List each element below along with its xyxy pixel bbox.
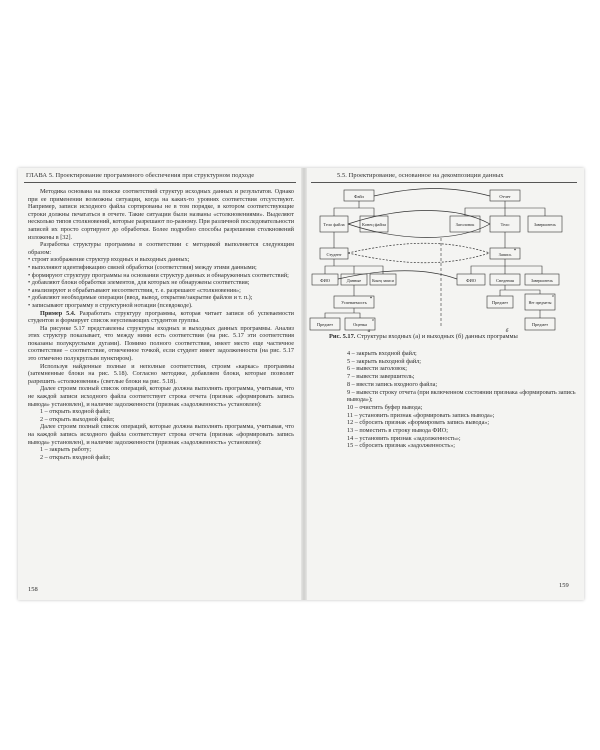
node-label: Файл xyxy=(354,194,364,199)
example-paragraph xyxy=(28,310,294,325)
node-label: Сведения xyxy=(496,278,514,283)
connector xyxy=(500,285,540,296)
paragraph: Разработка структуры программы в соответствии с методикой выполняется следующим образом: xyxy=(28,241,294,256)
bullet-item: • добавляют необходимые операции (ввод, вывод, открытие/закрытие файлов и т. п.); xyxy=(28,294,253,302)
node-label: Конец файла xyxy=(362,222,386,227)
partial-correspondence-arc xyxy=(348,253,490,263)
connector xyxy=(471,259,542,274)
paragraph: Методика основана на поиске соответствий структур исходных данных и результатов. Однако при ее применении возможны ситуации, когда на каких-то уровнях соответствия отсутствуют. Например, записи исходного файла сортированы не в том порядке, в котором соответствующие строки должны печататься в отчете. Такие ситуации были названы «столкновениями». Выделяют несколько типов столкновений, которые разрешают по-разному. При различной последовательности записей их просто сортируют до обработки. Более подробно способы разрешения столкновений изложены в [32]. xyxy=(28,188,294,241)
bullet-item: • формируют структуру программы на основании структур данных и обнаруженных соответствий; xyxy=(28,271,289,279)
node-label: Отчет xyxy=(499,194,511,199)
header-rule xyxy=(24,182,296,183)
node-label: Студент xyxy=(326,252,342,257)
node-label: Запись xyxy=(498,252,512,257)
node-label: Успеваемость xyxy=(341,300,367,305)
operation-item: 15 – сбросить признак «задолженность»; xyxy=(347,442,456,450)
node-label: Предмет xyxy=(531,322,549,327)
bullet-item: • записывают программу в структурной нотации (псевдокоде). xyxy=(28,301,193,309)
operation-item: 12 – сбросить признак «формировать запись вывода»; xyxy=(347,419,490,427)
operation-item: 13 – поместить в строку вывода ФИО; xyxy=(347,427,448,435)
correspondence-arc xyxy=(374,189,490,197)
caption-label: Рис. 5.17. xyxy=(329,333,356,340)
header-rule xyxy=(311,182,577,183)
node-label: Заголовок xyxy=(455,222,475,227)
operation-item: 7 – вывести завершитель; xyxy=(347,373,415,381)
page-number: 158 xyxy=(28,586,38,593)
left-page xyxy=(18,168,301,600)
node-label: Конец записи xyxy=(372,279,394,283)
iteration-marker: * xyxy=(513,249,517,254)
node-label: Предмет xyxy=(316,322,334,327)
node-label: Тело xyxy=(500,222,510,227)
selection-marker: o xyxy=(552,293,554,298)
operation-item: 1 – закрыть работу; xyxy=(40,446,92,454)
right-page xyxy=(307,168,584,600)
node-label: Завершитель xyxy=(534,222,556,227)
paragraph: Далее строим полный список операций, которые должна выполнять программа, учитывая, что на каждой запись исходного файла соответствует строка отчета (признак «формировать запись вывода» установлен), и наличие задолженности (признак «задолженность» установлен): xyxy=(28,423,294,446)
operation-item: 1 – открыть входной файл; xyxy=(40,408,111,416)
operation-item: 2 – открыть выходной файл; xyxy=(40,415,115,423)
partial-correspondence-arc xyxy=(348,243,490,253)
connector xyxy=(465,201,545,216)
node-label: Тело файла xyxy=(323,222,345,227)
iteration-marker: * xyxy=(369,297,373,302)
paragraph: На рисунке 5.17 представлены структуры входных и выходных данных программы. Анализ этих структур показывает, что между ними есть соответствия (на рис. 5.17 эти соответствия показаны полукруглыми дугами). Помимо полного соответствия, имеет место еще частичное соответствие – соответствие, отмеченное точкой, если студент имеет задолженности (на рис. 5.17 это отмечено полукруглым пунктиром). xyxy=(28,324,294,363)
example-text: Разработать структуру программы, которая читает записи об успеваемости студентов и формирует список неуспевающих студентов группы. xyxy=(28,309,294,325)
operation-item: 9 – вывести строку отчета (при включенном состоянии признака «формировать запись вывода»); xyxy=(347,388,576,404)
node-label: ФИО xyxy=(466,278,476,283)
left-running-head: ГЛАВА 5. Проектирование программного обеспечения при структурном подходе xyxy=(26,172,255,179)
node-label: Данные xyxy=(346,278,362,283)
connector xyxy=(334,201,374,216)
node-label: Нет предметы xyxy=(528,301,552,305)
connector xyxy=(325,308,360,318)
operation-item: 6 – вывести заголовок; xyxy=(347,365,407,373)
node-label: Предмет xyxy=(491,300,509,305)
node-label: Оценка xyxy=(353,322,367,327)
bullet-item: • анализируют и обрабатывают несоответствия, т. е. разрешают «столкновения»; xyxy=(28,286,241,294)
node-label: Завершитель xyxy=(531,278,553,283)
connector xyxy=(325,259,383,274)
operation-item: 2 – открыть входной файл; xyxy=(40,453,111,461)
bullet-item: • добавляют блоки обработки элементов, для которых не обнаружены соответствия; xyxy=(28,279,250,287)
bullet-item: • выполняют идентификацию связей обработки (соответствия) между этими данными; xyxy=(28,263,257,271)
operation-item: 14 – установить признак «задолженность»; xyxy=(347,434,461,442)
operations-list xyxy=(347,350,581,450)
diagram-part-label: а xyxy=(367,328,371,333)
bullet-item: • строят изображение структур входных и выходных данных; xyxy=(28,256,190,264)
operation-item: 4 – закрыть входной файл; xyxy=(347,350,417,357)
operation-item: 10 – очистить буфер вывода; xyxy=(347,403,423,411)
data-structure-diagram xyxy=(307,188,584,333)
figure-caption xyxy=(329,333,569,340)
operation-item: 11 – установить признак «формировать запись вывода»; xyxy=(347,411,495,419)
node-label: ФИО xyxy=(320,278,330,283)
operation-item: 8 – ввести запись входного файла; xyxy=(347,380,438,388)
book-spread xyxy=(18,168,584,600)
paragraph: Используя найденные полные и неполные соответствия, строим «каркас» программы (затемненные блоки на рис. 5.18). Согласно методике, добавляем блоки, которые позволят разрешить «столкновения» (светлые блоки на рис. 5.18). xyxy=(28,362,294,385)
left-body-text xyxy=(28,188,294,461)
example-label: Пример 5.4. xyxy=(40,309,76,317)
diagram-part-label: б xyxy=(505,328,509,333)
paragraph: Далее строим полный список операций, которые должна выполнять программа, учитывая, что не каждой записи исходного файла соответствует строка отчета (признак «формировать запись вывода» установлен), и наличие задолженности (признак «задолженность» установлен): xyxy=(28,385,294,408)
page-number: 159 xyxy=(559,582,569,589)
operation-item: 5 – закрыть выходной файл; xyxy=(347,357,421,365)
caption-text: Структуры входных (а) и выходных (б) данных программы xyxy=(355,333,518,340)
right-running-head: 5.5. Проектирование, основанное на декомпозиции данных xyxy=(337,172,504,179)
selection-marker: o xyxy=(372,317,374,322)
